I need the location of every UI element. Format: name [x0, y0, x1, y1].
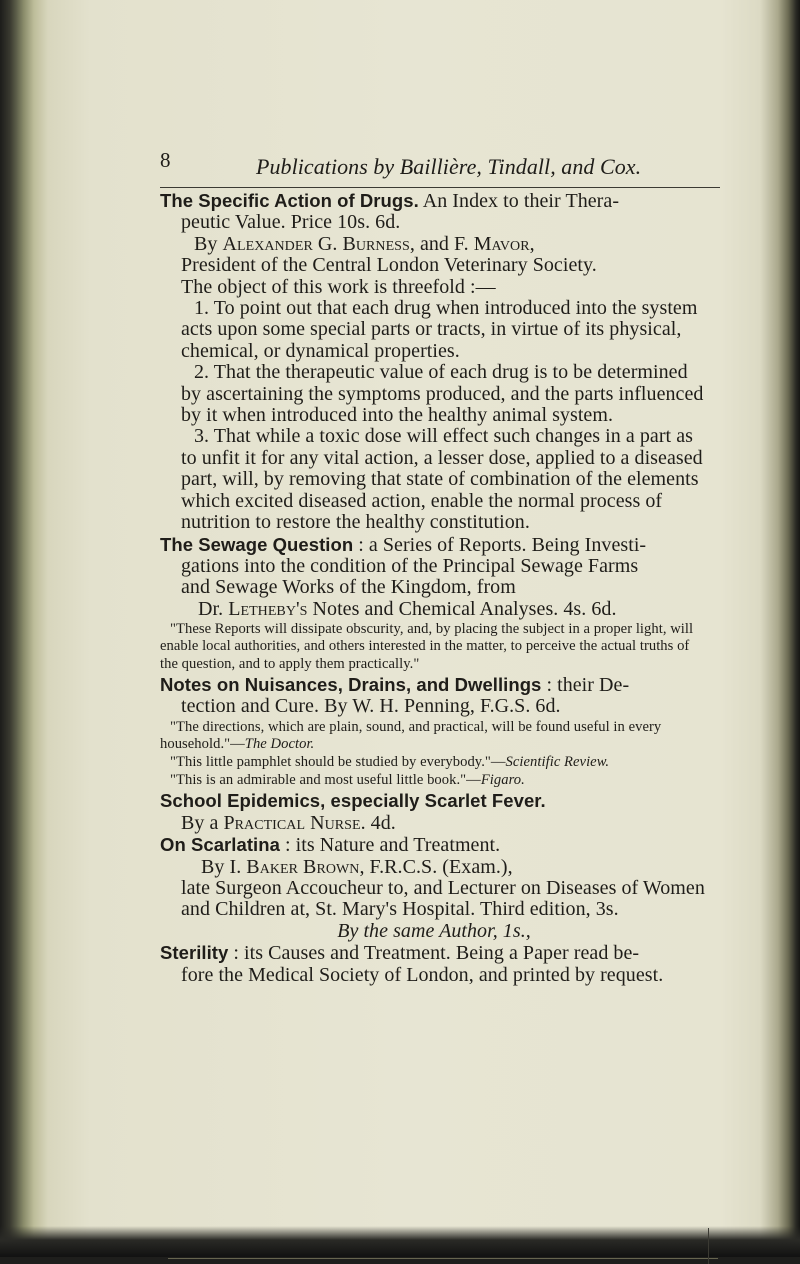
entry-sterility: Sterility : its Causes and Treatment. Being a Paper read be- fore the Medical Society of London, and printed by request.: [160, 942, 664, 986]
review-quote: "This is an admirable and most useful little book."—Figaro.: [170, 772, 525, 789]
list-item: 1. To point out that each drug when introduced into the system acts upon some special parts or tracts, in virtue of its physical, chemical, or dynamical properties.: [181, 297, 698, 362]
same-author-note: By the same Author, 1s.,: [337, 919, 531, 942]
entry-specific-action-of-drugs: The Specific Action of Drugs. An Index to their Thera- peutic Value. Price 10s. 6d. By Alexander G. Burness, and F. Mavor, President of the Central London Veterinary Society. The object of this work is threefold :— 1. To point out that each drug when introduced into the system acts upon some special parts or tracts, in virtue of its physical, chemical, or dynamical properties. 2. That the therapeutic value of each drug is to be determined by ascertaining the symptoms produced, and the parts influenced by it when introduced into the healthy animal system. 3. That while a toxic dose will effect such changes in a part as to unfit it for any vital action, a lesser dose, applied to a diseased part, will, by removing that state of combination of the elements which excited diseased action, enable the normal process of nutrition to restore the healthy constitution.: [160, 190, 708, 534]
entry-sewage-question: The Sewage Question : a Series of Reports. Being Investi- gations into the condition of the Principal Sewage Farms and Sewage Works of the Kingdom, from Dr. Letheby's Notes and Chemical Analyses. 4s. 6d. "These Reports will dissipate obscurity, and, by placing the subject in a proper light, will enable local authorities, and others interested in the matter, to perceive the actual truths of the question, and to apply them practically.": [160, 534, 708, 673]
margin-tick: [708, 1228, 709, 1264]
book-page: [160, 150, 708, 1260]
review-quote: "The directions, which are plain, sound, and practical, will be found useful in every household."—The Doctor.: [160, 718, 662, 752]
entry-on-scarlatina: On Scarlatina : its Nature and Treatment. By I. Baker Brown, F.R.C.S. (Exam.), late Surgeon Accoucheur to, and Lecturer on Diseases of Women and Children at, St. Mary's Hospital. Third edition, 3s. By the same Author, 1s.,: [160, 834, 708, 942]
entry-author: Dr. Letheby's Notes and Chemical Analyses. 4s. 6d.: [198, 597, 617, 620]
header-rule: [160, 187, 720, 188]
review-quote: "These Reports will dissipate obscurity, and, by placing the subject in a proper light, will enable local authorities, and others interested in the matter, to perceive the actual truths of the question, and to apply them practically.": [160, 621, 694, 672]
entry-school-epidemics: [160, 790, 708, 834]
entry-heading: The Sewage Question: [160, 533, 354, 555]
entry-heading: School Epidemics, especially Scarlet Fever.: [160, 790, 546, 812]
list-item: 3. That while a toxic dose will effect such changes in a part as to unfit it for any vital action, a lesser dose, applied to a diseased part, will, by removing that state of combination of the elements which excited diseased action, enable the normal process of nutrition to restore the healthy constitution.: [181, 425, 703, 534]
entry-author: By I. Baker Brown, F.R.C.S. (Exam.),: [201, 855, 513, 878]
entry-heading: Notes on Nuisances, Drains, and Dwellings: [160, 673, 542, 695]
publication-list: [160, 190, 708, 986]
page-header: [160, 150, 708, 186]
entry-author: By Alexander G. Burness, and F. Mavor,: [194, 232, 535, 255]
entry-notes-on-nuisances: Notes on Nuisances, Drains, and Dwellings : their De- tection and Cure. By W. H. Penning, F.G.S. 6d. "The directions, which are plain, sound, and practical, will be found useful in every household."—The Doctor. "This little pamphlet should be studied by everybody."—Scientific Review. "This is an admirable and most useful little book."—Figaro.: [160, 674, 708, 790]
page-number: 8: [160, 148, 171, 172]
entry-author: By a Practical Nurse. 4d.: [181, 811, 396, 834]
entry-heading: Sterility: [160, 942, 229, 964]
list-item: 2. That the therapeutic value of each drug is to be determined by ascertaining the symptoms produced, and the parts influenced by it when introduced into the healthy animal system.: [181, 361, 704, 427]
entry-heading: The Specific Action of Drugs.: [160, 190, 419, 211]
bottom-rule: [168, 1258, 718, 1259]
entry-heading: On Scarlatina: [160, 834, 280, 856]
running-title: Publications by Baillière, Tindall, and Cox.: [256, 154, 642, 179]
review-quote: "This little pamphlet should be studied by everybody."—Scientific Review.: [170, 753, 610, 770]
